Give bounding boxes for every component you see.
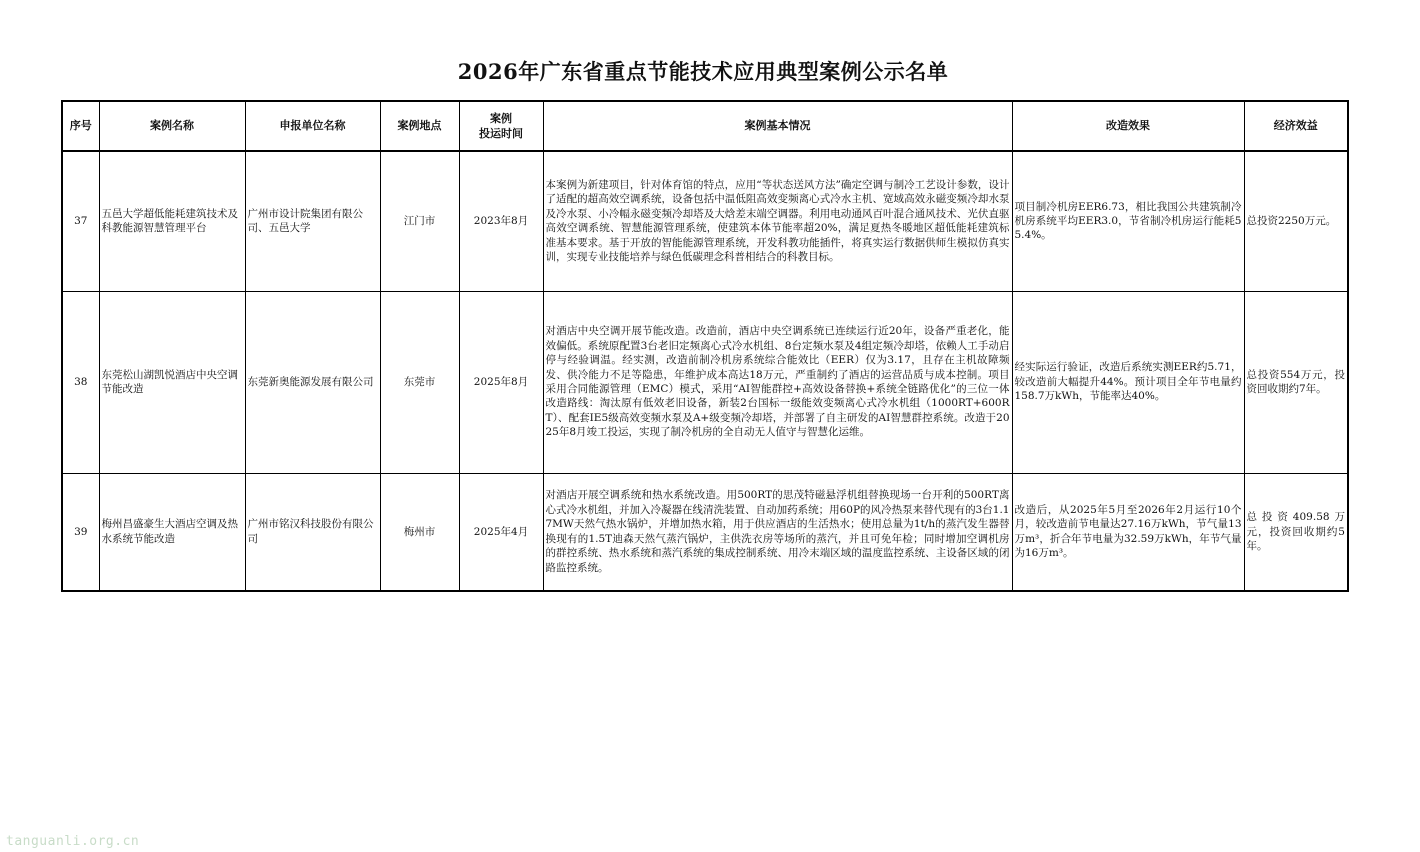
table-row — [62, 151, 1348, 291]
cell-location: 江门市 — [380, 151, 459, 291]
cell-time: 2025年8月 — [459, 291, 543, 473]
cell-location: 东莞市 — [380, 291, 459, 473]
header-location: 案例地点 — [380, 101, 459, 151]
cell-case-name: 梅州昌盛豪生大酒店空调及热水系统节能改造 — [99, 473, 245, 591]
header-description: 案例基本情况 — [543, 101, 1012, 151]
cell-effect: 经实际运行验证，改造后系统实测EER约5.71，较改造前大幅提升44%。预计项目全年节电量约158.7万kWh，节能率达40%。 — [1012, 291, 1244, 473]
table-row — [62, 473, 1348, 591]
cell-unit: 东莞新奥能源发展有限公司 — [245, 291, 380, 473]
cell-benefit: 总投资409.58万元，投资回收期约5年。 — [1244, 473, 1348, 591]
cell-effect: 项目制冷机房EER6.73，相比我国公共建筑制冷机房系统平均EER3.0，节省制冷机房运行能耗55.4%。 — [1012, 151, 1244, 291]
watermark: tanguanli.org.cn — [6, 834, 140, 849]
header-case-name: 案例名称 — [99, 101, 245, 151]
header-effect: 改造效果 — [1012, 101, 1244, 151]
header-time-line1: 案例 — [490, 111, 512, 125]
cell-description: 本案例为新建项目，针对体育馆的特点，应用“等状态送风方法”确定空调与制冷工艺设计参数，设计了适配的超高效空调系统，设备包括中温低阻高效变频离心式冷水主机、宽域高效永磁变频冷却水泵及冷水泵、小冷幅永磁变频冷却塔及大焓差末端空调器。利用电动通风百叶混合通风技术、光伏直驱高效空调系统、智慧能源管理系统，使建筑本体节能率超20%，满足夏热冬暖地区超低能耗建筑标准基本要求。基于开放的智能能源管理系统，开发科教功能插件，将真实运行数据供师生模拟仿真实训，实现专业技能培养与绿色低碳理念科普相结合的科教目标。 — [543, 151, 1012, 291]
table-header-row — [62, 101, 1348, 151]
table-row — [62, 291, 1348, 473]
header-time — [459, 101, 543, 151]
cell-index: 38 — [62, 291, 99, 473]
cell-effect: 改造后，从2025年5月至2026年2月运行10个月，较改造前节电量达27.16万kWh，节气量13万m³，折合年节电量为32.59万kWh，年节气量为16万m³。 — [1012, 473, 1244, 591]
cell-benefit: 总投资554万元，投资回收期约7年。 — [1244, 291, 1348, 473]
cell-location: 梅州市 — [380, 473, 459, 591]
cell-case-name: 五邑大学超低能耗建筑技术及科教能源智慧管理平台 — [99, 151, 245, 291]
cell-description: 对酒店中央空调开展节能改造。改造前，酒店中央空调系统已连续运行近20年，设备严重老化，能效偏低。系统原配置3台老旧定频离心式冷水机组、8台定频水泵及4组定频冷却塔，依赖人工手动启停与经验调温。经实测，改造前制冷机房系统综合能效比（EER）仅为3.17，且存在主机故障频发、供冷能力不足等隐患，年维护成本高达18万元，严重制约了酒店的运营品质与成本控制。项目采用合同能源管理（EMC）模式，采用“AI智能群控+高效设备替换+系统全链路优化”的三位一体改造路线：淘汰原有低效老旧设备，新装2台国标一级能效变频离心式冷水机组（1000RT+600RT）、配套IE5级高效变频水泵及A+级变频冷却塔，并部署了自主研发的AI智慧群控系统。改造于2025年8月竣工投运，实现了制冷机房的全自动无人值守与智慧化运维。 — [543, 291, 1012, 473]
page-title: 2026年广东省重点节能技术应用典型案例公示名单 — [457, 59, 949, 84]
case-table — [61, 100, 1349, 592]
cell-index: 37 — [62, 151, 99, 291]
header-benefit: 经济效益 — [1244, 101, 1348, 151]
cell-unit: 广州市铭汉科技股份有限公司 — [245, 473, 380, 591]
cell-description: 对酒店开展空调系统和热水系统改造。用500RT的思茂特磁悬浮机组替换现场一台开利的500RT离心式冷水机组，并加入冷凝器在线清洗装置、自动加药系统；用60P的风冷热泵来替代现有的3台1.17MW天然气热水锅炉，并增加热水箱，用于供应酒店的生活热水；使用总量为1t/h的蒸汽发生器替换现有的1.5T迪森天然气蒸汽锅炉，主供洗衣房等场所的蒸汽，并且可免年检；同时增加空调机房的群控系统、热水系统和蒸汽系统的集成控制系统、用冷末端区域的温度监控系统、主设备区域的闭路监控系统。 — [543, 473, 1012, 591]
cell-index: 39 — [62, 473, 99, 591]
cell-benefit: 总投资2250万元。 — [1244, 151, 1348, 291]
cell-case-name: 东莞松山湖凯悦酒店中央空调节能改造 — [99, 291, 245, 473]
header-time-line2: 投运时间 — [479, 127, 523, 140]
cell-time: 2023年8月 — [459, 151, 543, 291]
cell-unit: 广州市设计院集团有限公司、五邑大学 — [245, 151, 380, 291]
header-index: 序号 — [62, 101, 99, 151]
header-unit: 申报单位名称 — [245, 101, 380, 151]
cell-time: 2025年4月 — [459, 473, 543, 591]
